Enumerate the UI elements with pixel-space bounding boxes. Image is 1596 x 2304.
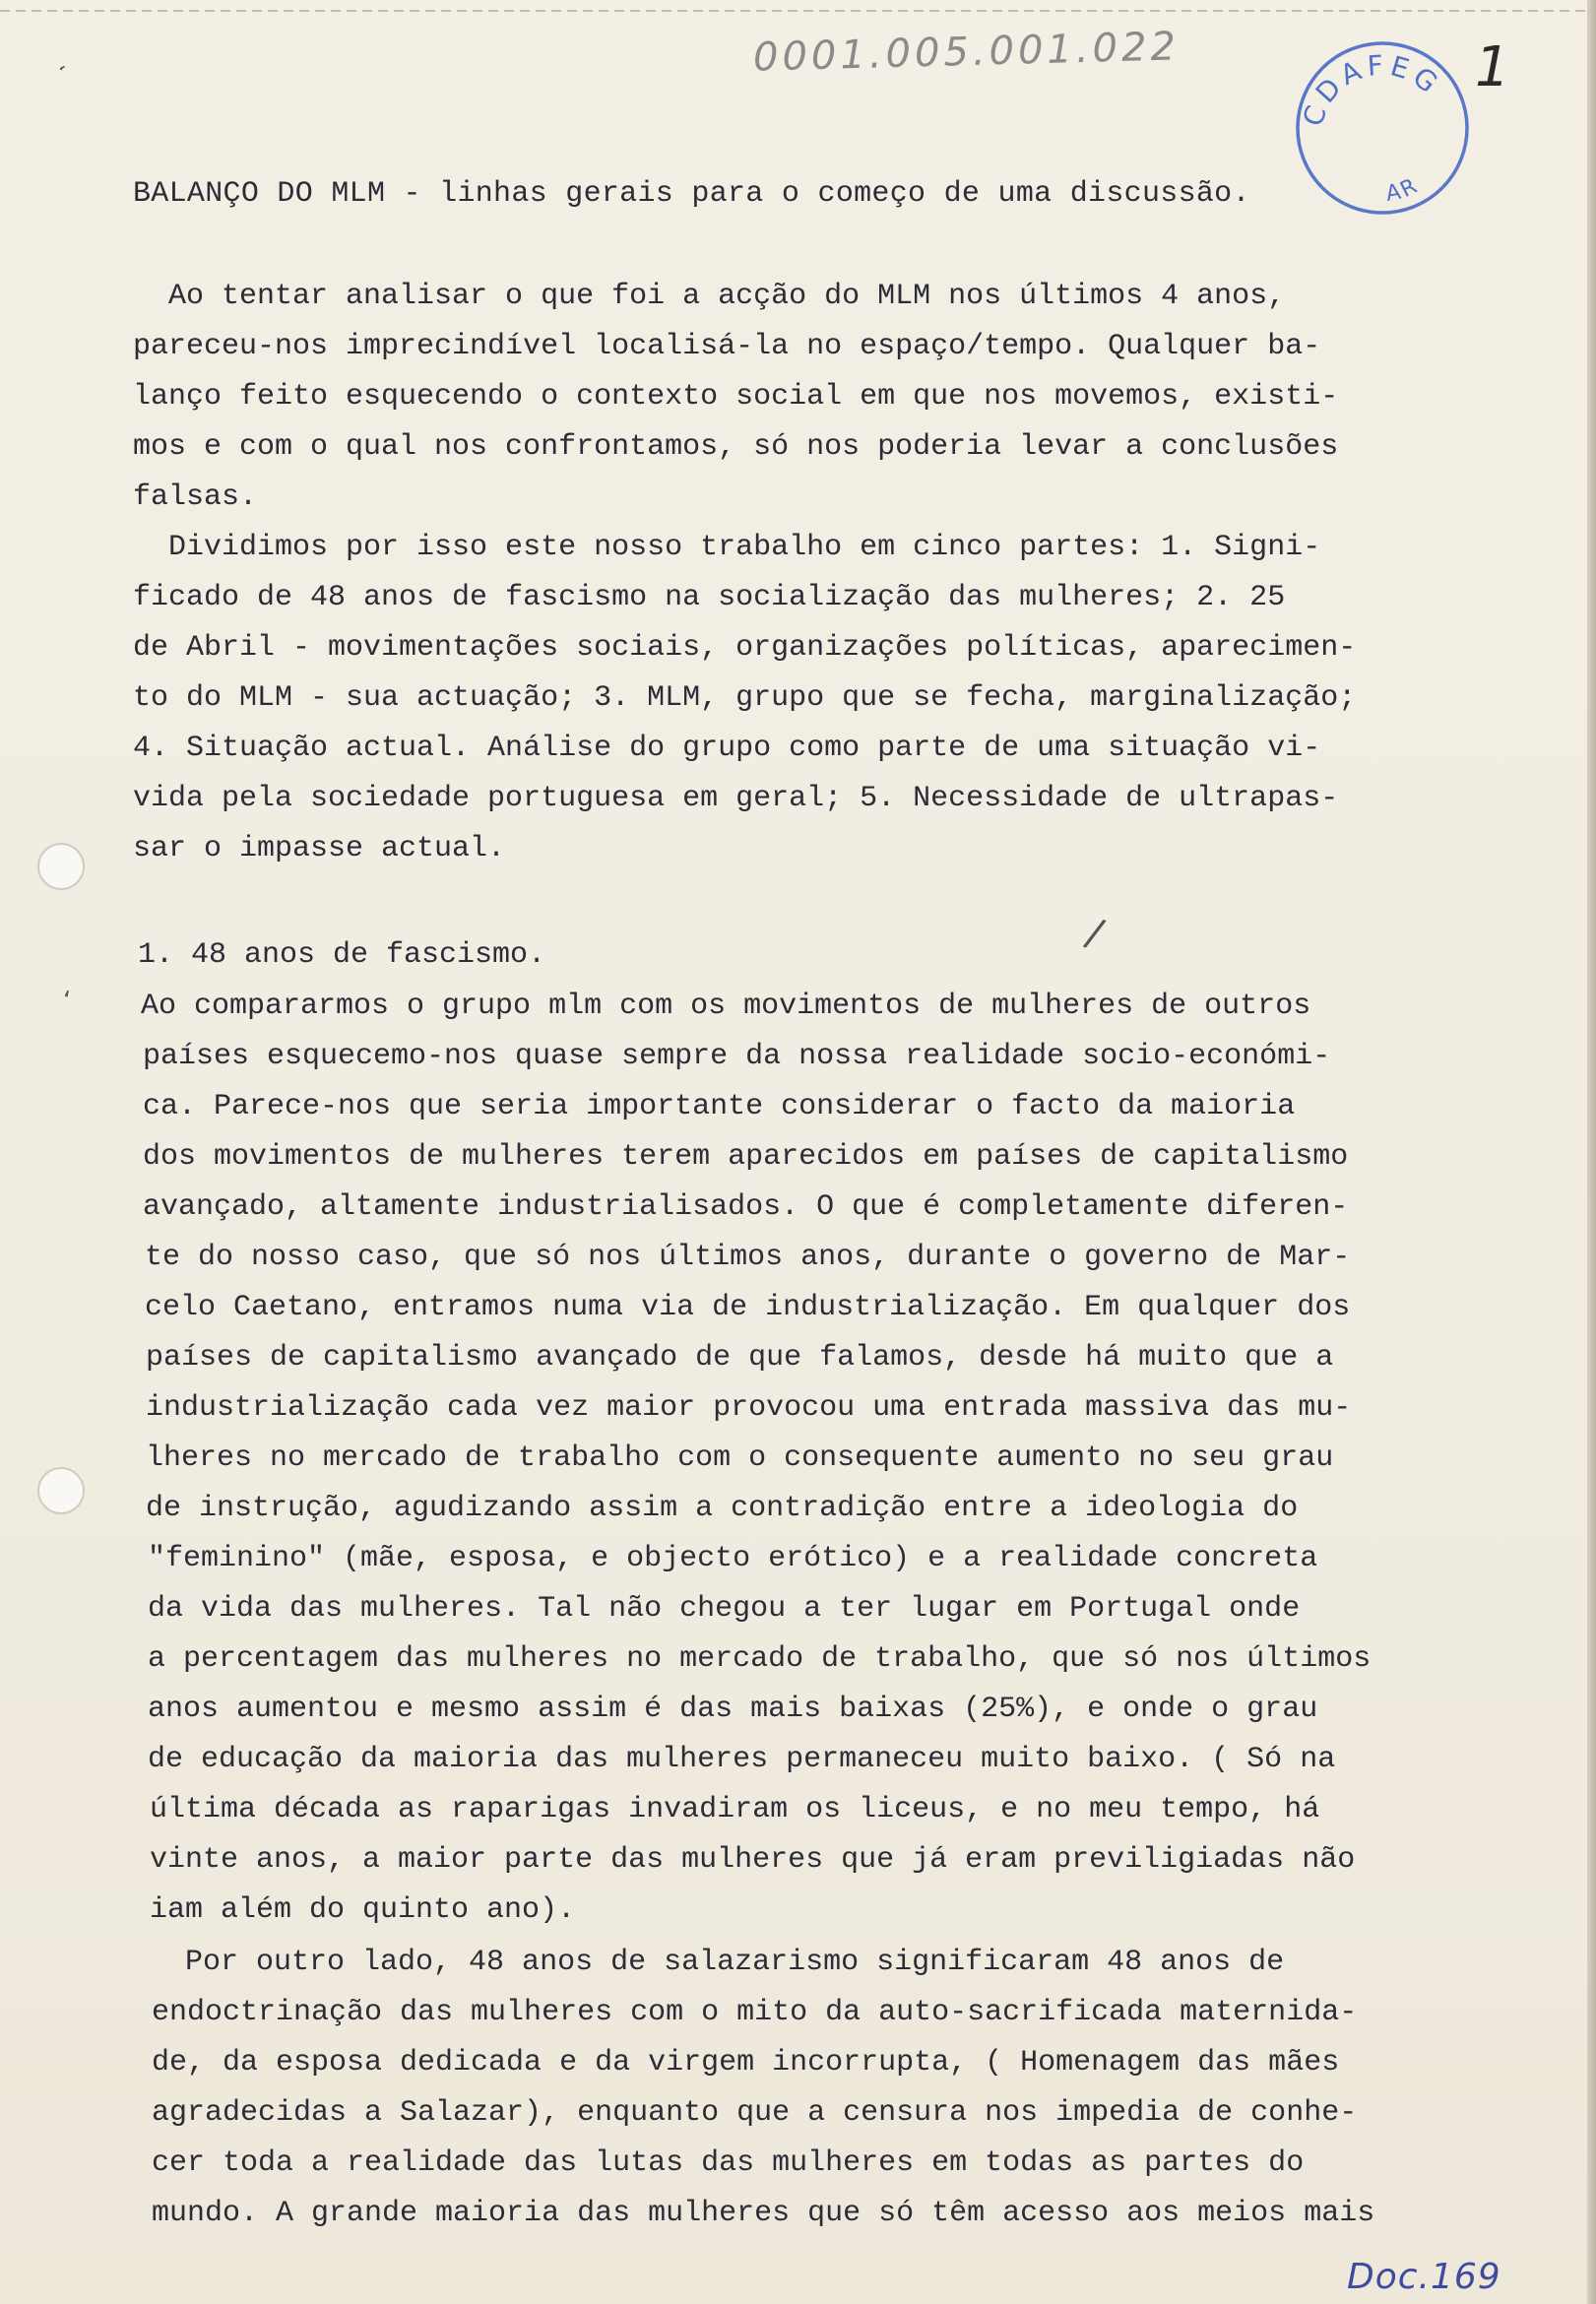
text-line: te do nosso caso, que só nos últimos anos, durante o governo de Mar- [145,1241,1351,1274]
text-line: vinte anos, a maior parte das mulheres que já eram previligiadas não [150,1843,1356,1877]
text-line: 4. Situação actual. Análise do grupo como parte de uma situação vi- [133,732,1321,765]
text-line: "feminino" (mãe, esposa, e objecto erótico) e a realidade concreta [148,1542,1318,1575]
svg-text:CDAFEG [1297,49,1447,131]
text-line: dos movimentos de mulheres terem aparecidos em países de capitalismo [143,1140,1349,1174]
text-line: ficado de 48 anos de fascismo na socialização das mulheres; 2. 25 [133,581,1286,614]
pencil-mark: / [1080,910,1109,957]
text-line: lanço feito esquecendo o contexto social em que nos movemos, existi- [133,380,1339,414]
text-line: da vida das mulheres. Tal não chegou a ter lugar em Portugal onde [148,1592,1301,1626]
page-edge [1587,0,1596,2304]
text-line: agradecidas a Salazar), enquanto que a censura nos impedia de conhe- [152,2096,1358,2130]
text-line: pareceu-nos imprecindível localisá-la no espaço/tempo. Qualquer ba- [133,330,1321,363]
text-line: Dividimos por isso este nosso trabalho em cinco partes: 1. Signi- [133,531,1321,564]
svg-text:AR [1384,172,1424,206]
text-line: Por outro lado, 48 anos de salazarismo significaram 48 anos de [150,1946,1285,1979]
text-line: última década as raparigas invadiram os liceus, e no meu tempo, há [150,1793,1320,1826]
text-line: de Abril - movimentações sociais, organizações políticas, aparecimen- [133,631,1357,665]
text-line: falsas. [133,480,258,514]
punch-hole [37,843,85,890]
text-line: vida pela sociedade portuguesa em geral; 5. Necessidade de ultrapas- [133,782,1339,815]
text-line: to do MLM - sua actuação; 3. MLM, grupo que se fecha, marginalização; [133,681,1357,715]
page-number: 1 [1475,35,1510,99]
ink-speck: ‘ [63,987,72,1016]
ink-speck: ‘ [48,61,69,86]
text-line: Ao compararmos o grupo mlm com os movimentos de mulheres de outros [141,990,1311,1023]
text-line: de educação da maioria das mulheres permaneceu muito baixo. ( Só na [148,1743,1336,1776]
punch-hole [37,1467,85,1514]
section-heading: 1. 48 anos de fascismo. [138,938,546,972]
archive-code: 0001.005.001.022 [752,24,1181,81]
text-line: celo Caetano, entramos numa via de industrialização. Em qualquer dos [145,1291,1351,1324]
document-title: BALANÇO DO MLM - linhas gerais para o começo de uma discussão. [133,177,1250,211]
text-line: lheres no mercado de trabalho com o consequente aumento no seu grau [146,1441,1334,1475]
text-line: a percentagem das mulheres no mercado de trabalho, que só nos últimos [148,1642,1372,1676]
text-line: países de capitalismo avançado de que falamos, desde há muito que a [146,1341,1334,1375]
text-line: países esquecemo-nos quase sempre da nossa realidade socio-económi- [143,1040,1331,1073]
text-line: anos aumentou e mesmo assim é das mais baixas (25%), e onde o grau [148,1693,1318,1726]
text-line: cer toda a realidade das lutas das mulheres em todas as partes do [152,2146,1305,2180]
text-line: mundo. A grande maioria das mulheres que só têm acesso aos meios mais [152,2197,1375,2230]
text-line: industrialização cada vez maior provocou uma entrada massiva das mu- [146,1391,1352,1425]
stamp-bottom-text: AR [1383,172,1425,207]
text-line: mos e com o qual nos confrontamos, só nos poderia levar a conclusões [133,430,1339,464]
text-line: endoctrinação das mulheres com o mito da auto-sacrificada maternida- [152,1996,1358,2029]
text-line: avançado, altamente industrialisados. O que é completamente diferen- [143,1190,1349,1224]
archive-stamp [1292,37,1473,219]
top-border-line [0,10,1587,12]
text-line: iam além do quinto ano). [150,1893,576,1927]
text-line: de instrução, agudizando assim a contradição entre a ideologia do [146,1492,1299,1525]
text-line: sar o impasse actual. [133,832,506,865]
text-line: Ao tentar analisar o que foi a acção do MLM nos últimos 4 anos, [133,280,1286,313]
stamp-top-text: CDAFEG [1296,48,1448,131]
text-line: ca. Parece-nos que seria importante considerar o facto da maioria [143,1090,1296,1123]
doc-reference: Doc.169 [1347,2257,1501,2297]
text-line: de, da esposa dedicada e da virgem incorrupta, ( Homenagem das mães [152,2046,1340,2080]
